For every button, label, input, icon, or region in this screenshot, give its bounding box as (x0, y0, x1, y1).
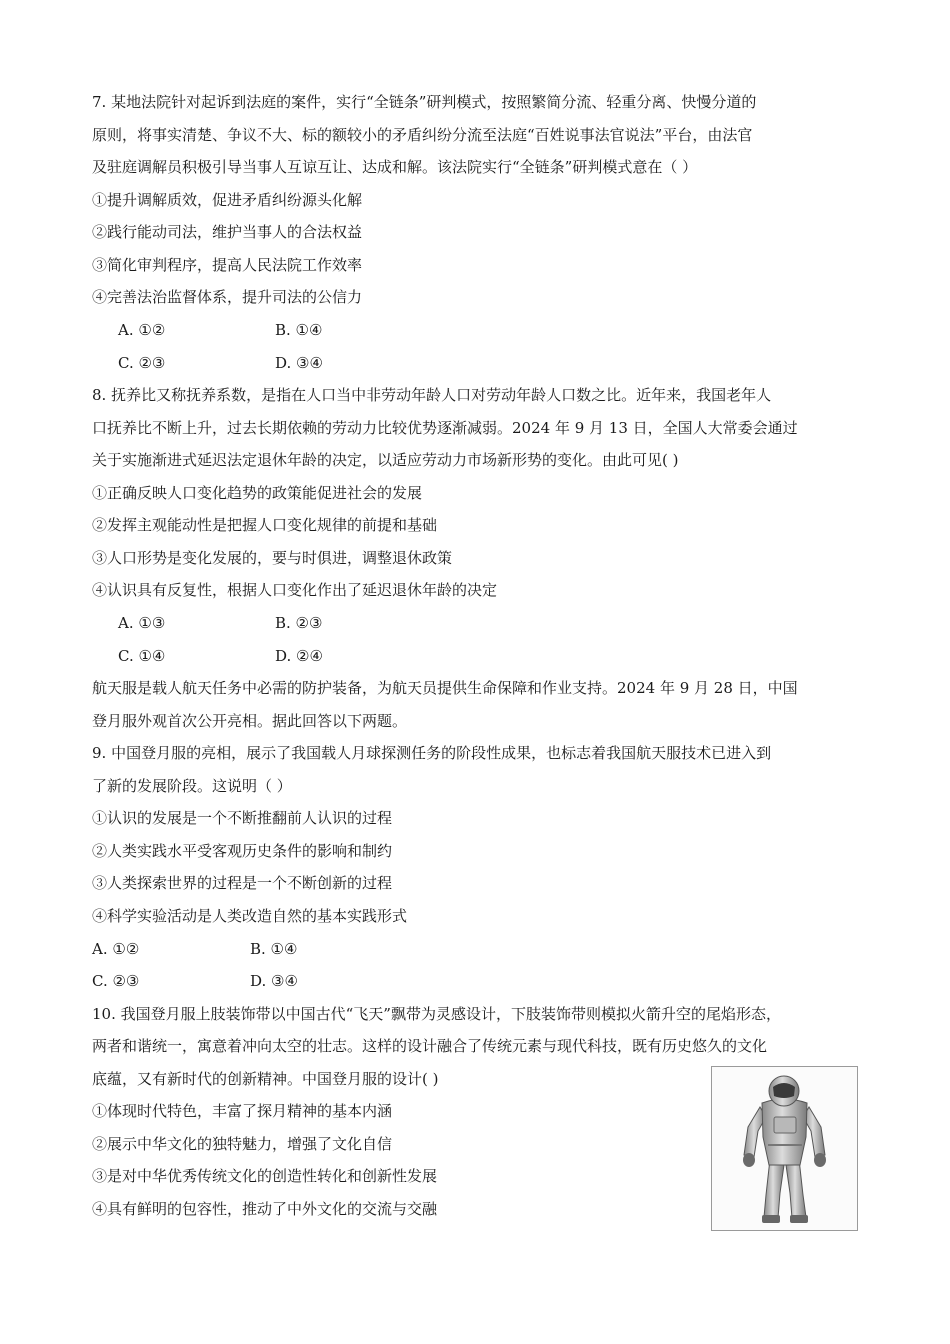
q9-stem-line-1: 9. 中国登月服的亮相，展示了我国载人月球探测任务的阶段性成果，也标志着我国航天服技术已进入到 (92, 744, 772, 762)
q8-option-d[interactable]: D. ②④ (275, 647, 323, 665)
q10-stem-line-2: 两者和谐统一，寓意着冲向太空的壮志。这样的设计融合了传统元素与现代科技，既有历史悠久的文化 (92, 1037, 768, 1055)
q9-statement-3: ③人类探索世界的过程是一个不断创新的过程 (92, 874, 393, 892)
q9-option-d[interactable]: D. ③④ (250, 972, 298, 990)
q8-option-b[interactable]: B. ②③ (275, 614, 323, 632)
q7-statement-1: ①提升调解质效，促进矛盾纠纷源头化解 (92, 191, 363, 209)
q7-stem-line-1: 7. 某地法院针对起诉到法庭的案件，实行“全链条”研判模式，按照繁简分流、轻重分离、快慢分道的 (92, 93, 757, 111)
q10-statement-3: ③是对中华优秀传统文化的创造性转化和创新性发展 (92, 1167, 438, 1185)
q8-option-a[interactable]: A. ①③ (118, 614, 166, 632)
q8-statement-2: ②发挥主观能动性是把握人口变化规律的前提和基础 (92, 516, 438, 534)
spacesuit-figure-icon (712, 1067, 857, 1230)
q9-statement-2: ②人类实践水平受客观历史条件的影响和制约 (92, 842, 393, 860)
q9-stem-line-2: 了新的发展阶段。这说明（ ） (92, 777, 292, 795)
intro-line-1: 航天服是载人航天任务中必需的防护装备，为航天员提供生命保障和作业支持。2024 年 9 月 28 日，中国 (92, 679, 798, 697)
q7-option-d[interactable]: D. ③④ (275, 354, 323, 372)
q10-statement-1: ①体现时代特色，丰富了探月精神的基本内涵 (92, 1102, 393, 1120)
q8-statement-4: ④认识具有反复性，根据人口变化作出了延迟退休年龄的决定 (92, 581, 498, 599)
q8-statement-1: ①正确反映人口变化趋势的政策能促进社会的发展 (92, 484, 423, 502)
q10-statement-2: ②展示中华文化的独特魅力，增强了文化自信 (92, 1135, 393, 1153)
q7-option-b[interactable]: B. ①④ (275, 321, 323, 339)
q10-statement-4: ④具有鲜明的包容性，推动了中外文化的交流与交融 (92, 1200, 438, 1218)
q9-option-b[interactable]: B. ①④ (250, 940, 298, 958)
intro-line-2: 登月服外观首次公开亮相。据此回答以下两题。 (92, 712, 408, 730)
q9-option-a[interactable]: A. ①② (92, 940, 140, 958)
q7-statement-3: ③简化审判程序，提高人民法院工作效率 (92, 256, 363, 274)
q10-stem-line-1: 10. 我国登月服上肢装饰带以中国古代“飞天”飘带为灵感设计，下肢装饰带则模拟火箭升空的尾焰形态， (92, 1005, 781, 1023)
q9-statement-1: ①认识的发展是一个不断推翻前人认识的过程 (92, 809, 393, 827)
q10-stem-line-3: 底蕴，又有新时代的创新精神。中国登月服的设计( ) (92, 1070, 439, 1088)
q7-option-a[interactable]: A. ①② (118, 321, 166, 339)
q7-stem-line-3: 及驻庭调解员积极引导当事人互谅互让、达成和解。该法院实行“全链条”研判模式意在（ ） (92, 158, 698, 176)
q7-option-c[interactable]: C. ②③ (118, 354, 166, 372)
q8-option-c[interactable]: C. ①④ (118, 647, 166, 665)
q7-stem-line-2: 原则，将事实清楚、争议不大、标的额较小的矛盾纠纷分流至法庭“百姓说事法官说法”平台，由法官 (92, 126, 753, 144)
q8-stem-line-2: 口抚养比不断上升，过去长期依赖的劳动力比较优势逐渐减弱。2024 年 9 月 13 日，全国人大常委会通过 (92, 419, 798, 437)
q8-stem-line-1: 8. 抚养比又称抚养系数，是指在人口当中非劳动年龄人口对劳动年龄人口数之比。近年来，我国老年人 (92, 386, 772, 404)
q8-stem-line-3: 关于实施渐进式延迟法定退休年龄的决定，以适应劳动力市场新形势的变化。由此可见( ) (92, 451, 679, 469)
q7-statement-2: ②践行能动司法，维护当事人的合法权益 (92, 223, 363, 241)
q9-statement-4: ④科学实验活动是人类改造自然的基本实践形式 (92, 907, 408, 925)
q9-option-c[interactable]: C. ②③ (92, 972, 140, 990)
q7-statement-4: ④完善法治监督体系，提升司法的公信力 (92, 288, 363, 306)
lunar-spacesuit-photo (711, 1066, 858, 1231)
q8-statement-3: ③人口形势是变化发展的，要与时俱进，调整退休政策 (92, 549, 453, 567)
